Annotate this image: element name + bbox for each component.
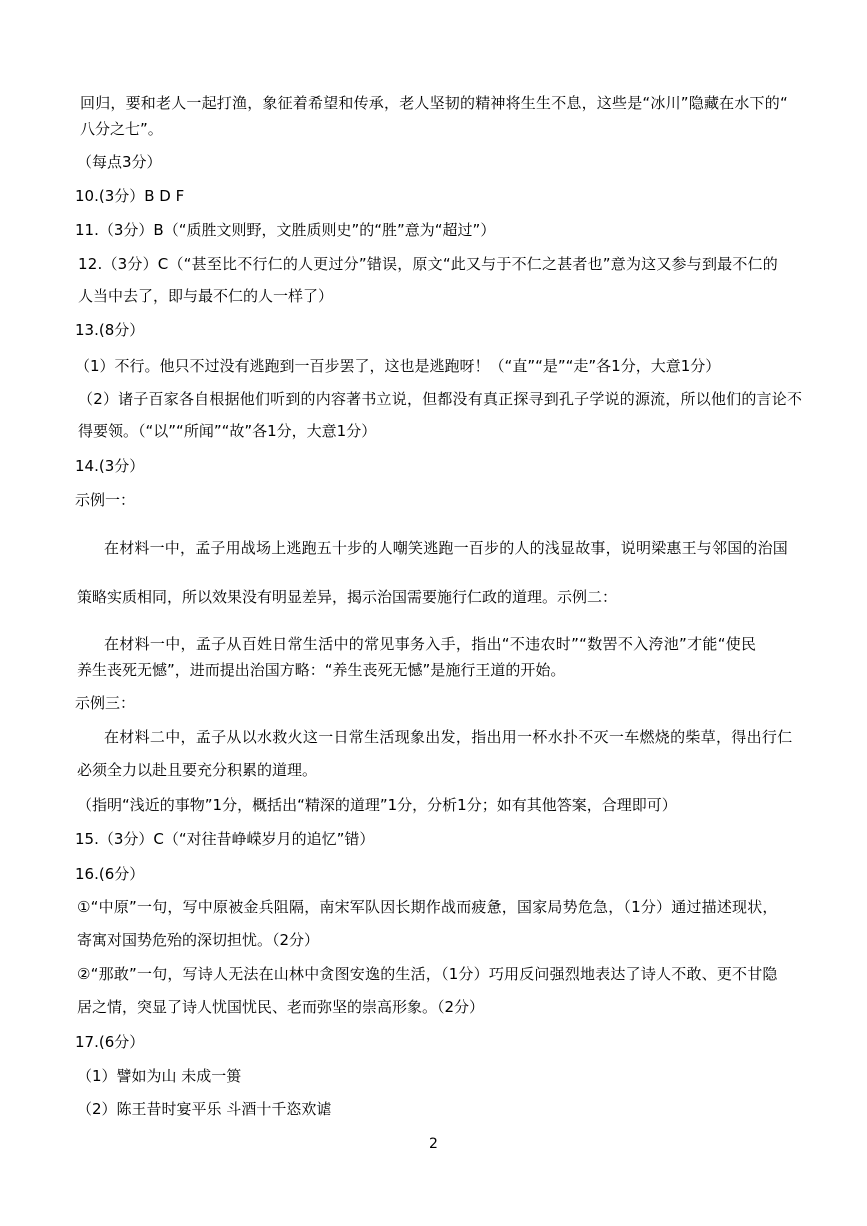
line-12: 14.(3分） bbox=[75, 457, 145, 475]
line-17: 养生丧死无憾”，进而提出治国方略：“养生丧死无憾”是施行王道的开始。 bbox=[77, 661, 566, 679]
line-3: （每点3分） bbox=[77, 153, 162, 171]
line-22: 15.（3分）C（“对往昔峥嵘岁月的追忆”错） bbox=[75, 830, 375, 848]
line-20: 必须全力以赴且要充分积累的道理。 bbox=[77, 761, 318, 779]
line-2: 八分之七”。 bbox=[80, 120, 163, 138]
line-1: 回归，要和老人一起打渔，象征着希望和传承，老人坚韧的精神将生生不息，这些是“冰川”隐藏在水下的“ bbox=[80, 94, 788, 112]
line-26: ②“那敢”一句，写诗人无法在山林中贪图安逸的生活，（1分）巧用反问强烈地表达了诗人不敢、更不甘隐 bbox=[77, 965, 778, 983]
line-30: （2）陈王昔时宴平乐 斗酒十千恣欢谑 bbox=[77, 1100, 332, 1118]
line-28: 17.(6分） bbox=[75, 1033, 145, 1051]
line-21: （指明“浅近的事物”1分，概括出“精深的道理”1分，分析1分；如有其他答案，合理即可） bbox=[77, 796, 677, 814]
line-25: 寄寓对国势危殆的深切担忧。（2分） bbox=[77, 931, 320, 949]
line-11: 得要领。（“以”“所闻”“故”各1分，大意1分） bbox=[78, 422, 377, 440]
line-24: ①“中原”一句，写中原被金兵阻隔，南宋军队因长期作战而疲惫，国家局势危急，（1分）通过描述现状， bbox=[77, 898, 778, 916]
page-number: 2 bbox=[429, 1136, 438, 1152]
line-10: （2）诸子百家各自根据他们听到的内容著书立说，但都没有真正探寻到孔子学说的源流，所以他们的言论不 bbox=[78, 390, 803, 408]
line-6: 12.（3分）C（“甚至比不行仁的人更过分”错误，原文“此又与于不仁之甚者也”意为这又参与到最不仁的 bbox=[78, 255, 778, 273]
line-13: 示例一： bbox=[75, 491, 136, 509]
line-23: 16.(6分） bbox=[75, 865, 145, 883]
line-19: 在材料二中，孟子从以水救火这一日常生活现象出发，指出用一杯水扑不灭一车燃烧的柴草，得出行仁 bbox=[104, 728, 793, 746]
line-8: 13.(8分） bbox=[75, 321, 145, 339]
line-5: 11.（3分）B（“质胜文则野，文胜质则史”的“胜”意为“超过”） bbox=[75, 221, 496, 239]
line-4: 10.(3分）B D F bbox=[75, 187, 185, 205]
line-9: （1）不行。他只不过没有逃跑到一百步罢了，这也是逃跑呀！（“直”“是”“走”各1分，大意1分） bbox=[75, 357, 721, 375]
line-27: 居之情，突显了诗人忧国忧民、老而弥坚的崇高形象。（2分） bbox=[77, 998, 485, 1016]
line-14: 在材料一中，孟子用战场上逃跑五十步的人嘲笑逃跑一百步的人的浅显故事，说明梁惠王与邻国的治国 bbox=[104, 539, 789, 557]
line-29: （1）譬如为山 未成一篑 bbox=[77, 1067, 242, 1085]
line-16: 在材料一中，孟子从百姓日常生活中的常见事务入手，指出“不违农时”“数罟不入洿池”才能“使民 bbox=[104, 635, 757, 653]
line-7: 人当中去了，即与最不仁的人一样了） bbox=[78, 287, 334, 305]
line-18: 示例三： bbox=[75, 694, 136, 712]
line-15: 策略实质相同，所以效果没有明显差异，揭示治国需要施行仁政的道理。示例二： bbox=[77, 588, 618, 606]
